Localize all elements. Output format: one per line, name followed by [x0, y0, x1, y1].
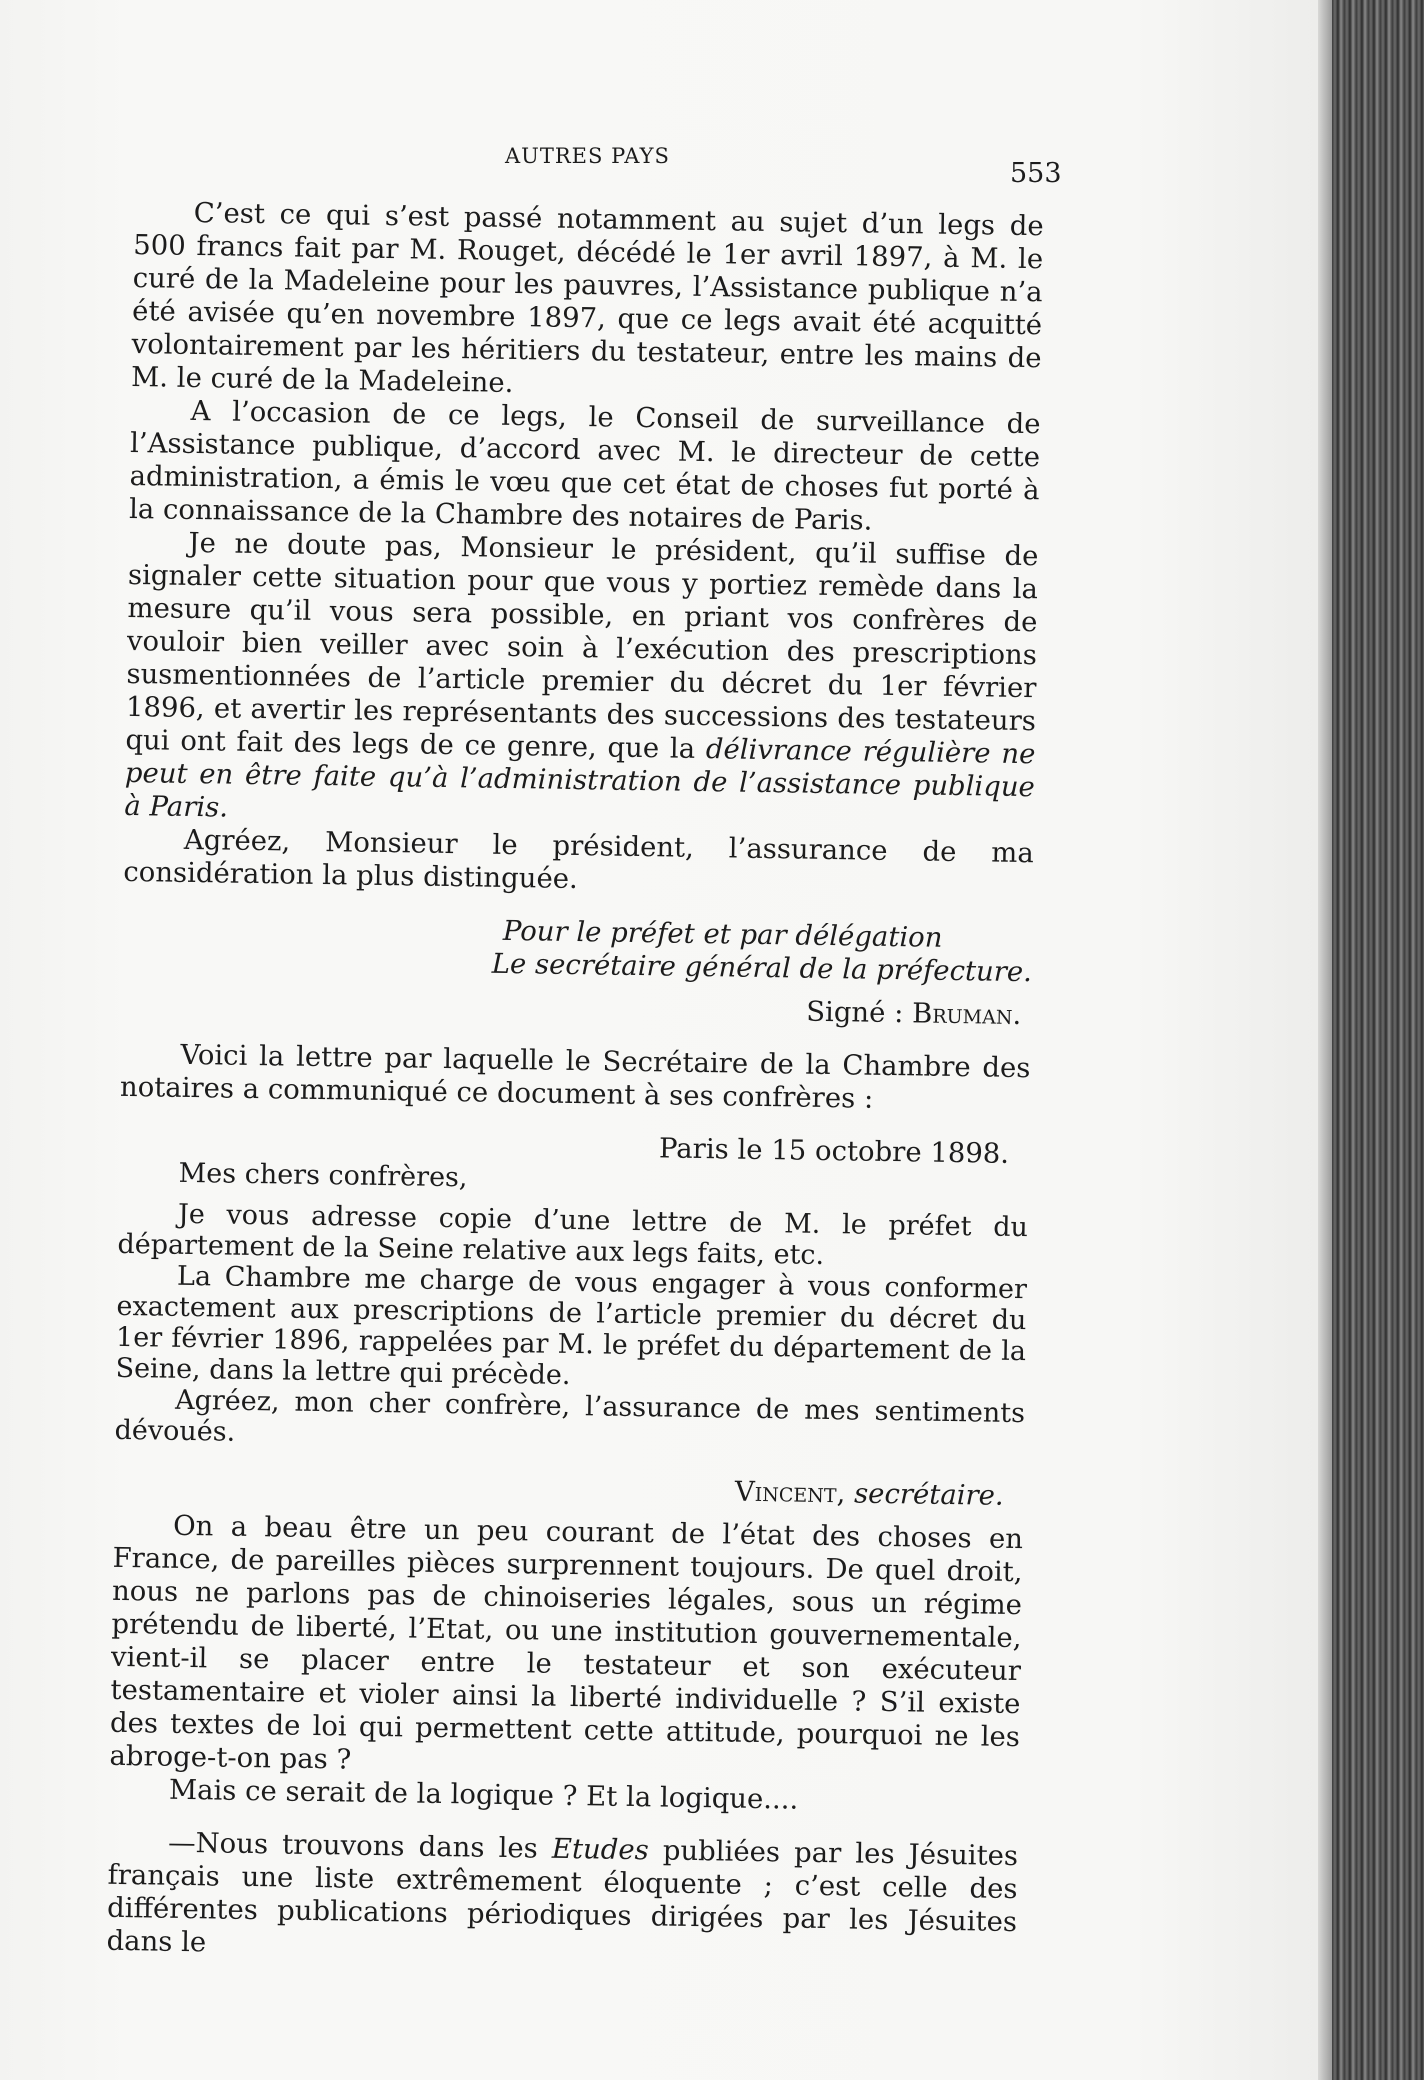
page-edge — [1318, 0, 1332, 2080]
paragraph-2: A l’occasion de ce legs, le Conseil de surveillance de l’Assistance publique, d’accord avec M. le directeur de cette administration, a émis le vœu que cet état de choses fut porté à la connaissance de la Chambre des notaires de Paris. — [128, 394, 1041, 537]
paragraph-8 — [106, 1826, 1018, 1972]
running-head: AUTRES PAYS — [505, 144, 670, 168]
paragraph-1: C’est ce qui s’est passé notamment au sujet d’un legs de 500 francs fait par M. Rouget, décédé le 1er avril 1897, à M. le curé de la Madeleine pour les pauvres, l’Assistance publique n’a été avisée qu’en novembre 1897, que ce legs avait été acquitté volontairement par les héritiers du testateur, entre les mains de M. le curé de la Madeleine. — [130, 196, 1044, 399]
letter-date: Paris le 15 octobre 1898. — [658, 1132, 1010, 1170]
signature-title: Le secrétaire général de la préfecture. — [491, 947, 1033, 989]
paragraph-8-italic: Etudes — [551, 1832, 649, 1867]
paragraph-5: Voici la lettre par laquelle le Secrétaire de la Chambre des notaires a communiqué ce document à ses confrères : — [119, 1038, 1031, 1115]
paragraph-7: Mais ce serait de la logique ? Et la logique.... — [168, 1773, 799, 1816]
paragraph-3 — [124, 526, 1039, 837]
page-body — [106, 196, 1044, 1972]
signed-label: Signé : — [805, 995, 913, 1030]
signature-delegation: Pour le préfet et par délégation — [502, 914, 943, 954]
letter-salutation: Mes chers confrères, — [178, 1157, 468, 1194]
letter-paragraph-1: Je vous adresse copie d’une lettre de M. le préfet du département de la Seine relative aux legs faits, etc. — [117, 1198, 1029, 1271]
paragraph-6: On a beau être un peu courant de l’état des choses en France, de pareilles pièces surprennent toujours. De quel droit, nous ne parlons pas de chinoiseries légales, sous un régime prétendu de liberté, l’Etat, ou une institution gouvernementale, vient-il se placer entre le testateur et son exécuteur testamentaire et violer ainsi la liberté individuelle ? S’il existe des textes de loi qui permettent cette attitude, pourquoi ne les abroge-t-on pas ? — [109, 1509, 1024, 1776]
signature-secretary — [114, 1466, 1024, 1513]
paragraph-4: Agréez, Monsieur le président, l’assurance de ma considération la plus distinguée. — [123, 823, 1035, 896]
paragraph-3-italic: délivrance régulière ne peut en être faite qu’à l’administration de l’assistance publique à Paris. — [124, 733, 1036, 824]
letter-paragraph-2: La Chambre me charge de vous engager à vous conformer exactement aux prescriptions de l’article premier du décret du 1er février 1896, rappelées par M. le préfet du département de la Seine, dans la lettre qui précède. — [115, 1260, 1028, 1391]
paragraph-3-text: Je ne doute pas, Monsieur le président, qu’il suffise de signaler cette situation pour que vous y portiez remède dans la mesure qu’il vous sera possible, en priant vos confrères de vouloir bien veiller avec soin à l’exécution des prescriptions susmentionnées de l’article premier du décret du 1er février 1896, et avertir les représentants des successions des testateurs qui ont fait des legs de ce genre, que la — [125, 526, 1039, 766]
signed-name: Bruman. — [911, 997, 1022, 1032]
paragraph-8-end: publiées par les Jésuites français une liste extrêmement éloquente ; c’est celle des différentes publications périodiques dirigées par les Jésuites dans le — [106, 1834, 1019, 1959]
secretary-name: Vincent, — [734, 1475, 846, 1510]
secretary-title: secrétaire. — [853, 1477, 1004, 1512]
signature-signed — [121, 985, 1031, 1032]
letter-paragraph-3: Agréez, mon cher confrère, l’assurance de mes sentiments dévoués. — [114, 1384, 1026, 1448]
paragraph-8-start: —Nous trouvons dans les — [167, 1826, 553, 1865]
page-number: 553 — [1010, 158, 1062, 189]
book-binding — [1332, 0, 1424, 2080]
